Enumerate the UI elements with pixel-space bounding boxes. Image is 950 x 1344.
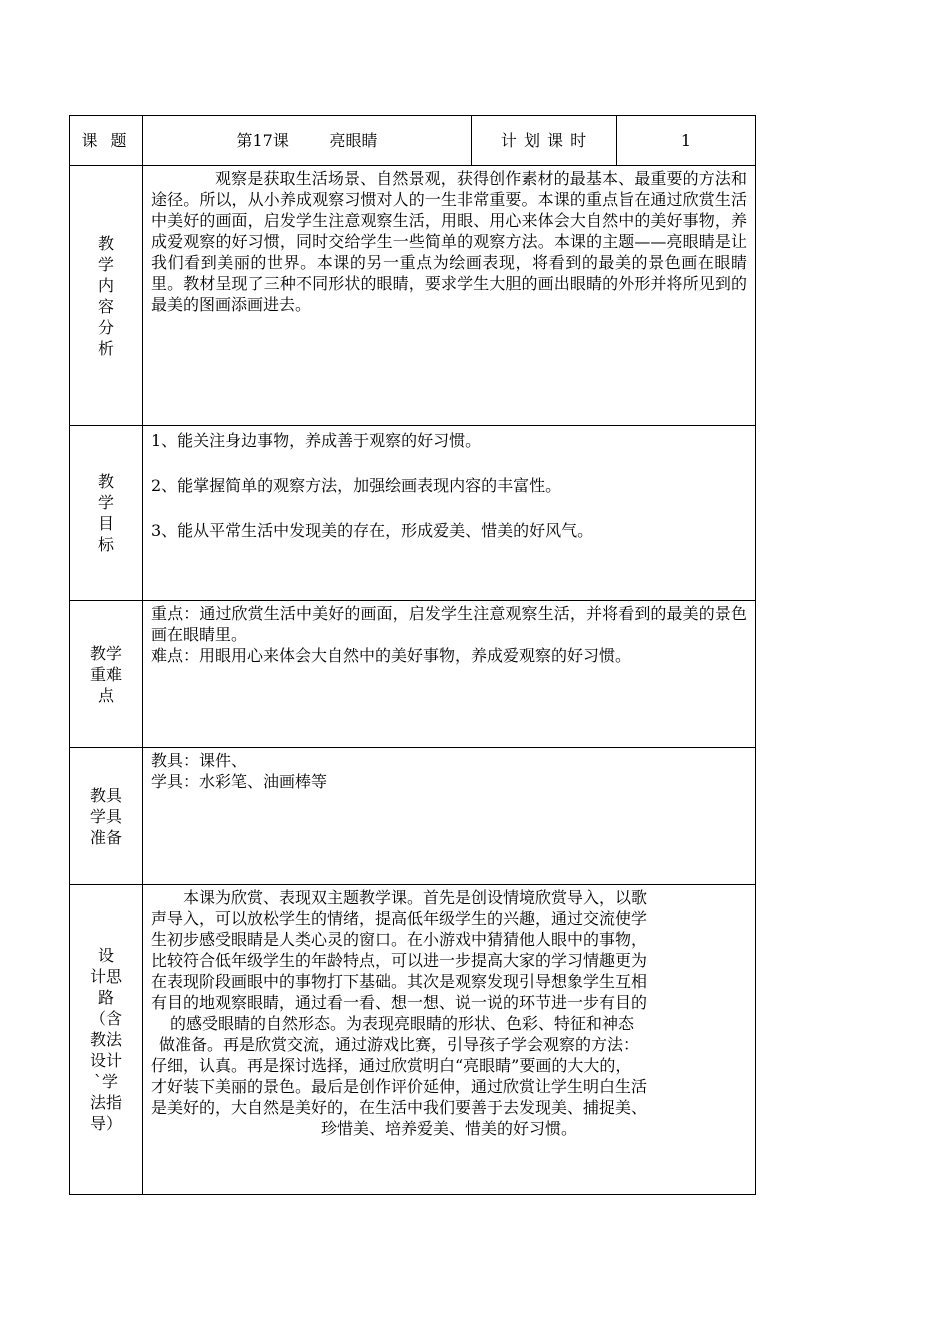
planned-hours-label: 计 划 课 时 <box>472 116 617 166</box>
content-analysis-text: 观察是获取生活场景、自然景观，获得创作素材的最基本、最重要的方法和途径。所以，从小养成观察习惯对人的一生非常重要。本课的重点旨在通过欣赏生活中美好的画面，启发学生注意观察生活，用眼、用心来体会大自然中的美好事物，养成爱观察的好习惯，同时交给学生一些简单的观察方法。本课的主题——亮眼睛是让我们看到美丽的世界。本课的另一重点为绘画表现，将看到的最美的景色画在眼睛里。教材呈现了三种不同形状的眼睛，要求学生大胆的画出眼睛的外形并将所见到的最美的图画添画进去。 <box>151 169 747 314</box>
design-line: 珍惜美、培养爱美、惜美的好习惯。 <box>320 1119 577 1138</box>
design-line: 做准备。再是欣赏交流，通过游戏比赛，引导孩子学会观察的方法： <box>159 1035 640 1054</box>
difficulty-point: 难点：用眼用心来体会大自然中的美好事物，养成爱观察的好习惯。 <box>151 646 632 665</box>
design-line: 在表现阶段画眼中的事物打下基础。其次是观察发现引导想象学生互相 <box>151 972 648 991</box>
title-label: 课 题 <box>70 116 143 166</box>
design-line: 才好装下美丽的景色。最后是创作评价延伸，通过欣赏让学生明白生活 <box>151 1077 648 1096</box>
lesson-number: 第17课 <box>236 131 289 150</box>
design-line: 本课为欣赏、表现双主题教学课。首先是创设情境欣赏导入，以歌 <box>183 888 648 907</box>
design-cell <box>143 885 756 1195</box>
design-label: 设 计思 路 （含 教法 设计 `学 法指 导） <box>70 885 143 1195</box>
design-line: 是美好的，大自然是美好的，在生活中我们要善于去发现美、捕捉美、 <box>151 1098 648 1117</box>
content-analysis-text-cell <box>143 166 756 426</box>
objective-item: 3、能从平常生活中发现美的存在，形成爱美、惜美的好风气。 <box>151 521 594 540</box>
objective-item: 1、能关注身边事物，养成善于观察的好习惯。 <box>151 431 482 450</box>
objectives-row <box>70 426 756 601</box>
key-points-row <box>70 601 756 748</box>
design-line: 有目的地观察眼睛，通过看一看、想一想、说一说的环节进一步有目的 <box>151 993 648 1012</box>
design-line: 声导入，可以放松学生的情绪，提高低年级学生的兴趣，通过交流使学 <box>151 909 648 928</box>
content-analysis-label: 教 学 内 容 分 析 <box>70 166 143 426</box>
lesson-title: 亮眼睛 <box>329 131 378 150</box>
teacher-materials: 教具：课件、 <box>151 751 248 770</box>
design-line: 仔细，认真。再是探讨选择，通过欣赏明白“亮眼睛”要画的大大的， <box>151 1056 632 1075</box>
materials-label: 教具 学具 准备 <box>70 748 143 885</box>
design-line: 的感受眼睛的自然形态。为表现亮眼睛的形状、色彩、特征和神态 <box>170 1014 635 1033</box>
materials-row <box>70 748 756 885</box>
objectives-cell <box>143 426 756 601</box>
title-row <box>70 116 756 166</box>
design-line: 生初步感受眼睛是人类心灵的窗口。在小游戏中猜猜他人眼中的事物， <box>151 930 648 949</box>
design-row <box>70 885 756 1195</box>
objective-item: 2、能掌握简单的观察方法，加强绘画表现内容的丰富性。 <box>151 476 562 495</box>
student-materials: 学具：水彩笔、油画棒等 <box>151 772 328 791</box>
objectives-label: 教 学 目 标 <box>70 426 143 601</box>
lesson-title-cell <box>143 116 472 166</box>
key-points-cell <box>143 601 756 748</box>
focus-point: 重点：通过欣赏生活中美好的画面，启发学生注意观察生活，并将看到的最美的景色画在眼睛里。 <box>151 604 747 644</box>
lesson-plan-table <box>69 115 756 1195</box>
content-analysis-row <box>70 166 756 426</box>
materials-cell <box>143 748 756 885</box>
key-points-label: 教学 重难 点 <box>70 601 143 748</box>
planned-hours-value: 1 <box>617 116 756 166</box>
design-line: 比较符合低年级学生的年龄特点，可以进一步提高大家的学习情趣更为 <box>151 951 648 970</box>
